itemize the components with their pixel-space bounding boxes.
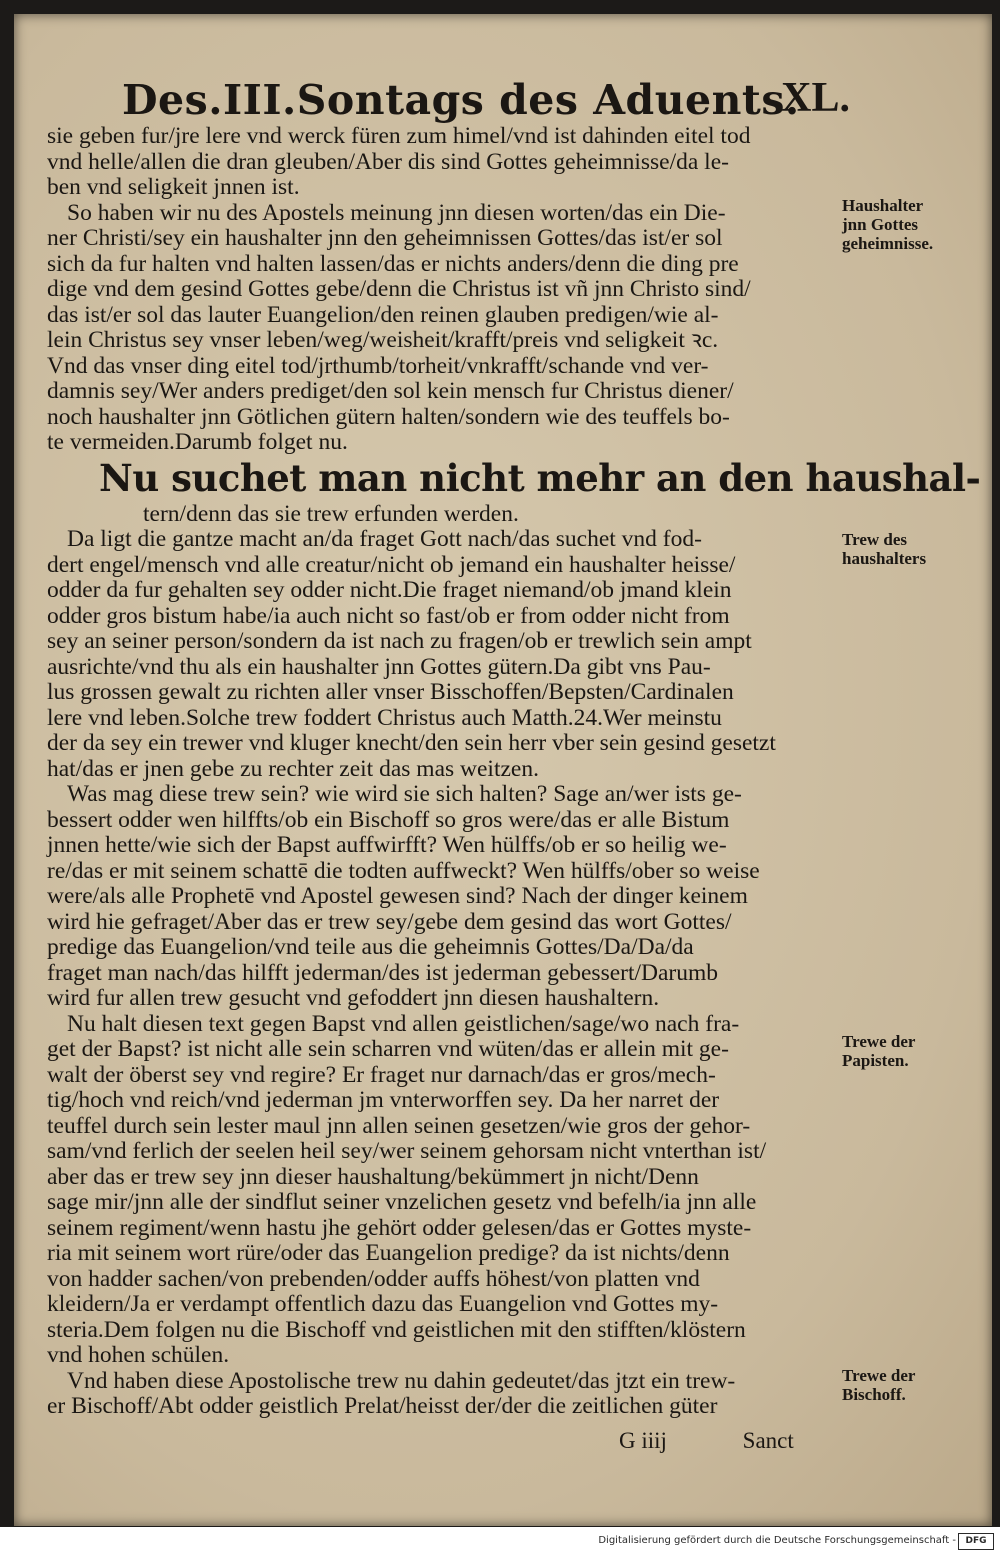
text-line: vnd helle/allen die dran gleuben/Aber dis sind Gottes geheimnisse/da le- <box>47 148 729 175</box>
text-line: re/das er mit seinem schattē die todten auffweckt? Wen hülffs/ober so weise <box>47 857 760 884</box>
text-line: odder da fur gehalten sey odder nicht.Die fraget niemand/ob jmand klein <box>47 577 732 603</box>
text-line: damnis sey/Wer anders prediget/den sol kein mensch fur Christus diener/ <box>47 378 734 404</box>
text-line: lere vnd leben.Solche trew foddert Christus auch Matth.24.Wer meinstu <box>47 704 722 731</box>
margin-note-line: Trewe der <box>842 1366 916 1385</box>
text-line: kleidern/Ja er verdampt offentlich dazu das Euangelion vnd Gottes my- <box>47 1291 719 1317</box>
text-line: das ist/er sol das lauter Euangelion/den reinen glauben predigen/wie al- <box>47 301 719 328</box>
text-line: bessert odder wen hilffts/ob ein Bischoff so gros were/das er alle Bistum <box>47 806 730 833</box>
text-line: hat/das er jnen gebe zu rechter zeit das mas weitzen. <box>47 755 539 782</box>
text-line: jnnen hette/wie sich der Bapst auffwirfft? Wen hülffs/ob er so heilig we- <box>47 832 727 858</box>
text-line: noch haushalter jnn Götlichen gütern halten/sondern wie des teuffels bo- <box>47 403 730 430</box>
text-line: ausrichte/vnd thu als ein haushalter jnn Gottes gütern.Da gibt vns Pau- <box>47 653 711 680</box>
text-line: vnd hohen schülen. <box>47 1342 230 1368</box>
text-line: lein Christus sey vnser leben/weg/weisheit/krafft/preis vnd seligkeit ꝛc. <box>47 327 719 353</box>
margin-note-line: Haushalter <box>842 196 924 215</box>
signature-line <box>619 1428 794 1454</box>
funding-footer <box>0 1527 1000 1555</box>
text-line: der da sey ein trewer vnd kluger knecht/den sein herr vber sein gesind gesetzt <box>47 730 776 756</box>
catchword: Sanct <box>742 1428 794 1453</box>
text-line: tig/hoch vnd reich/vnd jederman jm vnterworffen sey. Da her narret der <box>47 1087 720 1113</box>
text-line: Da ligt die gantze macht an/da fraget Gott nach/das suchet vnd fod- <box>67 526 702 552</box>
signature-mark: G iiij <box>619 1428 667 1453</box>
text-line: sie geben fur/jre lere vnd werck füren zum himel/vnd ist dahinden eitel tod <box>47 123 751 149</box>
margin-note-line: Bischoff. <box>842 1385 906 1404</box>
running-head <box>122 75 850 124</box>
text-line: sich da fur halten vnd halten lassen/das er nichts anders/denn die ding pre <box>47 250 739 277</box>
text-line: odder gros bistum habe/ia auch nicht so fast/ob er from odder nicht from <box>47 602 730 629</box>
text-line: get der Bapst? ist nicht alle sein scharren vnd wüten/das er allein mit ge- <box>47 1036 729 1062</box>
text-line: fraget man nach/das hilfft jederman/des ist jederman gebessert/Darumb <box>47 959 719 986</box>
text-line: So haben wir nu des Apostels meinung jnn diesen worten/das ein Die- <box>67 199 726 226</box>
margin-note-line: haushalters <box>842 549 927 568</box>
text-line: ner Christi/sey ein haushalter jnn den geheimnissen Gottes/das ist/er sol <box>47 225 723 251</box>
text-line: lus grossen gewalt zu richten aller vnser Bisschoffen/Bepsten/Cardinalen <box>47 679 734 705</box>
text-line: walt der öberst sey vnd regire? Er fraget nur darnach/das er gros/mech- <box>47 1061 716 1088</box>
text-line: teuffel durch sein lester maul jnn allen seinen gesetzen/wie gros der gehor- <box>47 1112 751 1139</box>
scripture-heading-line2: tern/denn das sie trew erfunden werden. <box>143 500 519 527</box>
text-line: steria.Dem folgen nu die Bischoff vnd geistlichen mit den stifften/klöstern <box>47 1316 746 1343</box>
margin-note-line: jnn Gottes <box>842 215 919 234</box>
margin-note-trew-des-haushalters <box>842 530 982 568</box>
text-line: Was mag diese trew sein? wie wird sie sich halten? Sage an/wer ists ge- <box>67 781 742 807</box>
text-line: Nu halt diesen text gegen Bapst vnd allen geistlichen/sage/wo nach fra- <box>67 1010 740 1037</box>
text-line: Vnd haben diese Apostolische trew nu dahin gedeutet/das jtzt ein trew- <box>67 1367 736 1394</box>
text-line: sey an seiner person/sondern da ist nach zu fragen/ob er trewlich sein ampt <box>47 628 752 654</box>
folio-number: XL. <box>781 75 850 121</box>
text-line: wird fur allen trew gesucht vnd gefoddert jnn diesen haushaltern. <box>47 985 660 1011</box>
text-line: Vnd das vnser ding eitel tod/jrthumb/torheit/vnkrafft/schande vnd ver- <box>47 352 709 379</box>
book-page <box>14 14 992 1526</box>
margin-note-haushalter <box>842 196 982 253</box>
running-title: Des.III.Sontags des Aduents. <box>122 76 800 124</box>
text-line: te vermeiden.Darumb folget nu. <box>47 429 348 455</box>
text-line: seinem regiment/wenn hastu jhe gehört odder gelesen/das er Gottes myste- <box>47 1214 752 1241</box>
margin-note-trewe-der-papisten <box>842 1032 982 1070</box>
text-line: dert engel/mensch vnd alle creatur/nicht ob jemand ein haushalter heisse/ <box>47 551 736 578</box>
text-line: er Bischoff/Abt odder geistlich Prelat/heisst der/der die zeitlichen güter <box>47 1393 718 1419</box>
text-line: von hadder sachen/von prebenden/odder auffs höhest/von platten vnd <box>47 1265 700 1292</box>
text-line: sam/vnd ferlich der seelen heil sey/wer seinem gehorsam nicht vnterthan ist/ <box>47 1138 767 1164</box>
text-line: predige das Euangelion/vnd teile aus die geheimnis Gottes/Da/Da/da <box>47 934 694 960</box>
margin-note-trewe-der-bischoff <box>842 1366 982 1404</box>
text-line: ria mit seinem wort rüre/oder das Euangelion predige? da ist nichts/denn <box>47 1240 730 1266</box>
dfg-logo: DFG <box>958 1533 994 1550</box>
margin-note-line: geheimnisse. <box>842 234 934 253</box>
text-line: sage mir/jnn alle der sindflut seiner vnzelichen gesetz vnd befelh/ia jnn alle <box>47 1189 757 1215</box>
margin-note-line: Papisten. <box>842 1051 909 1070</box>
margin-note-line: Trew des <box>842 530 908 549</box>
funding-text: Digitalisierung gefördert durch die Deutsche Forschungsgemeinschaft - <box>598 1535 956 1546</box>
scripture-heading-line1: Nu suchet man nicht mehr an den haushal- <box>99 455 981 500</box>
text-line: ben vnd seligkeit jnnen ist. <box>47 174 300 200</box>
text-line: aber das er trew sey jnn dieser haushaltung/bekümmert jn nicht/Denn <box>47 1163 699 1190</box>
margin-note-line: Trewe der <box>842 1032 916 1051</box>
text-line: were/als alle Prophetē vnd Apostel gewesen sind? Nach der dinger keinem <box>47 883 748 909</box>
text-line: wird hie gefraget/Aber das er trew sey/gebe dem gesind das wort Gottes/ <box>47 908 732 935</box>
text-line: dige vnd dem gesind Gottes gebe/denn die Christus ist vñ jnn Christo sind/ <box>47 276 751 302</box>
